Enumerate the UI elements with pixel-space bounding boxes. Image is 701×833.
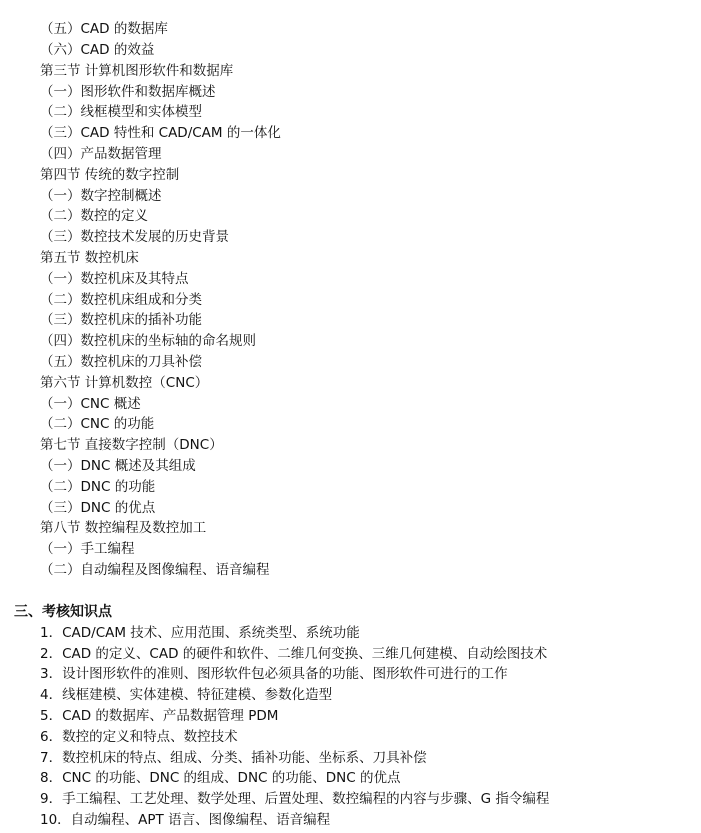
- outline-item: （二）CNC 的功能: [40, 416, 155, 432]
- outline-item: （二）数控机床组成和分类: [40, 292, 202, 308]
- outline-item: （三）数控机床的插补功能: [40, 312, 202, 328]
- knowledge-point: 4．线框建模、实体建模、特征建模、参数化造型: [40, 687, 333, 703]
- outline-item: （一）DNC 概述及其组成: [40, 458, 196, 474]
- outline-item: （一）手工编程: [40, 541, 135, 557]
- outline-item: （五）CAD 的数据库: [40, 21, 168, 37]
- outline-item: （六）CAD 的效益: [40, 42, 155, 58]
- outline-item: （四）产品数据管理: [40, 146, 162, 162]
- outline-item: （二）线框模型和实体模型: [40, 104, 202, 120]
- section-title: 第六节 计算机数控（CNC）: [40, 375, 209, 391]
- section-title: 第八节 数控编程及数控加工: [40, 520, 207, 536]
- knowledge-point: 1．CAD/CAM 技术、应用范围、系统类型、系统功能: [40, 625, 360, 641]
- outline-item: （三）DNC 的优点: [40, 500, 156, 516]
- knowledge-point: 3．设计图形软件的准则、图形软件包必须具备的功能、图形软件可进行的工作: [40, 666, 508, 682]
- outline-item: （一）数字控制概述: [40, 188, 162, 204]
- knowledge-point: 9．手工编程、工艺处理、数学处理、后置处理、数控编程的内容与步骤、G 指令编程: [40, 791, 550, 807]
- outline-item: （一）数控机床及其特点: [40, 271, 189, 287]
- outline-item: （四）数控机床的坐标轴的命名规则: [40, 333, 256, 349]
- knowledge-point: 2．CAD 的定义、CAD 的硬件和软件、二维几何变换、三维几何建模、自动绘图技术: [40, 646, 548, 662]
- outline-item: （二）自动编程及图像编程、语音编程: [40, 562, 270, 578]
- knowledge-point: 5．CAD 的数据库、产品数据管理 PDM: [40, 708, 279, 724]
- outline-item: （二）数控的定义: [40, 208, 148, 224]
- section-title: 第四节 传统的数字控制: [40, 167, 180, 183]
- knowledge-point: 8．CNC 的功能、DNC 的组成、DNC 的功能、DNC 的优点: [40, 770, 401, 786]
- outline-item: （三）数控技术发展的历史背景: [40, 229, 229, 245]
- outline-item: （一）CNC 概述: [40, 396, 141, 412]
- outline-item: （五）数控机床的刀具补偿: [40, 354, 202, 370]
- knowledge-point: 7．数控机床的特点、组成、分类、插补功能、坐标系、刀具补偿: [40, 750, 427, 766]
- knowledge-point: 10．自动编程、APT 语言、图像编程、语音编程: [40, 812, 331, 828]
- section-title: 第七节 直接数字控制（DNC）: [40, 437, 223, 453]
- outline-item: （二）DNC 的功能: [40, 479, 156, 495]
- knowledge-point: 6．数控的定义和特点、数控技术: [40, 729, 238, 745]
- outline-item: （三）CAD 特性和 CAD/CAM 的一体化: [40, 125, 281, 141]
- section-title: 第五节 数控机床: [40, 250, 139, 266]
- knowledge-heading: 三、考核知识点: [14, 604, 112, 620]
- outline-item: （一）图形软件和数据库概述: [40, 84, 216, 100]
- section-title: 第三节 计算机图形软件和数据库: [40, 63, 234, 79]
